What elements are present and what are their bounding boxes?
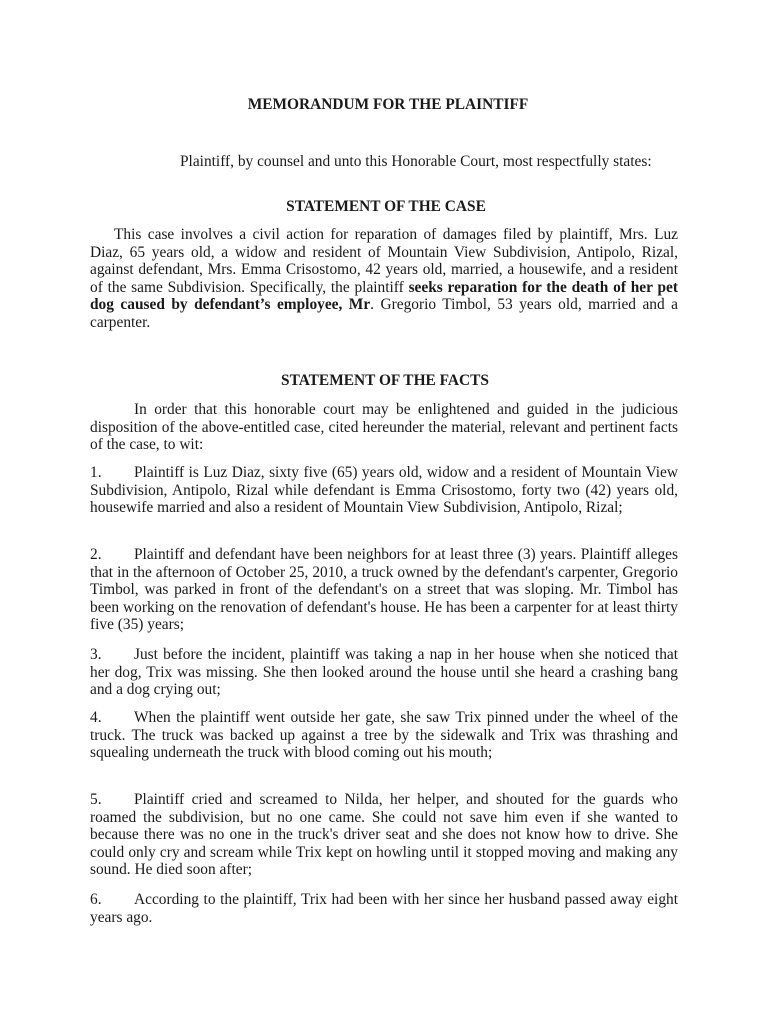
fact-item-text: Just before the incident, plaintiff was taking a nap in her house when she noticed that her dog, Trix was missing. She then looked around the house until she heard a crashing bang and a dog crying out; xyxy=(90,646,678,699)
facts-intro-paragraph: In order that this honorable court may be enlightened and guided in the judicious disposition of the above-entitled case, cited hereunder the material, relevant and pertinent facts of the case, to wit: xyxy=(90,401,678,454)
fact-item-number: 4. xyxy=(90,709,102,726)
fact-item xyxy=(90,646,678,699)
fact-item-number: 3. xyxy=(90,646,102,663)
statement-of-case-paragraph xyxy=(90,226,678,332)
fact-item-text: Plaintiff and defendant have been neighbors for at least three (3) years. Plaintiff alleges that in the afternoon of October 25, 2010, a truck owned by the defendant's carpenter, Gregorio Timbol, was parked in front of the defendant's on a street that was sloping. Mr. Timbol has been working on the renovation of defendant's house. He has been a carpenter for at least thirty five (35) years; xyxy=(90,546,678,634)
case-text-part2: . Gregorio Timbol, 53 years old, married and a carpenter. xyxy=(90,296,678,331)
case-text-part1: This case involves a civil action for reparation of damages filed by plaintiff, Mrs. Luz Diaz, 65 years old, a widow and resident of Mountain View Subdivision, Antipolo, Rizal, against defendant, Mrs. Emma Crisostomo, 42 years old, married, a housewife, and a resident of the same Subdivision. Specifically, the plaintiff xyxy=(90,226,678,296)
fact-item xyxy=(90,464,678,517)
fact-item-number: 6. xyxy=(90,891,102,908)
fact-item xyxy=(90,791,678,879)
intro-paragraph: Plaintiff, by counsel and unto this Honorable Court, most respectfully states: xyxy=(180,153,652,170)
fact-item-text: When the plaintiff went outside her gate, she saw Trix pinned under the wheel of the truck. The truck was backed up against a tree by the sidewalk and Trix was thrashing and squealing underneath the truck with blood coming out his mouth; xyxy=(90,709,678,762)
statement-of-case-heading: STATEMENT OF THE CASE xyxy=(286,198,486,215)
fact-item-text: Plaintiff is Luz Diaz, sixty five (65) years old, widow and a resident of Mountain View Subdivision, Antipolo, Rizal while defendant is Emma Crisostomo, forty two (42) years old, housewife married and also a resident of Mountain View Subdivision, Antipolo, Rizal; xyxy=(90,464,678,517)
fact-item xyxy=(90,891,678,926)
fact-item-text: Plaintiff cried and screamed to Nilda, her helper, and shouted for the guards who roamed the subdivision, but no one came. She could not save him even if she wanted to because there was no one in the truck's driver seat and she does not know how to drive. She could only cry and scream while Trix kept on howling until it stopped moving and making any sound. He died soon after; xyxy=(90,791,678,879)
fact-item-text: According to the plaintiff, Trix had been with her since her husband passed away eight years ago. xyxy=(90,891,678,926)
fact-item xyxy=(90,546,678,634)
fact-item xyxy=(90,709,678,762)
document-title: MEMORANDUM FOR THE PLAINTIFF xyxy=(247,96,529,113)
fact-item-number: 2. xyxy=(90,546,102,563)
statement-of-facts-heading: STATEMENT OF THE FACTS xyxy=(281,372,489,389)
fact-item-number: 5. xyxy=(90,791,102,808)
case-text-bold: seeks reparation for the death of her pet dog caused by defendant’s employee, Mr xyxy=(90,278,678,314)
fact-item-number: 1. xyxy=(90,464,102,481)
